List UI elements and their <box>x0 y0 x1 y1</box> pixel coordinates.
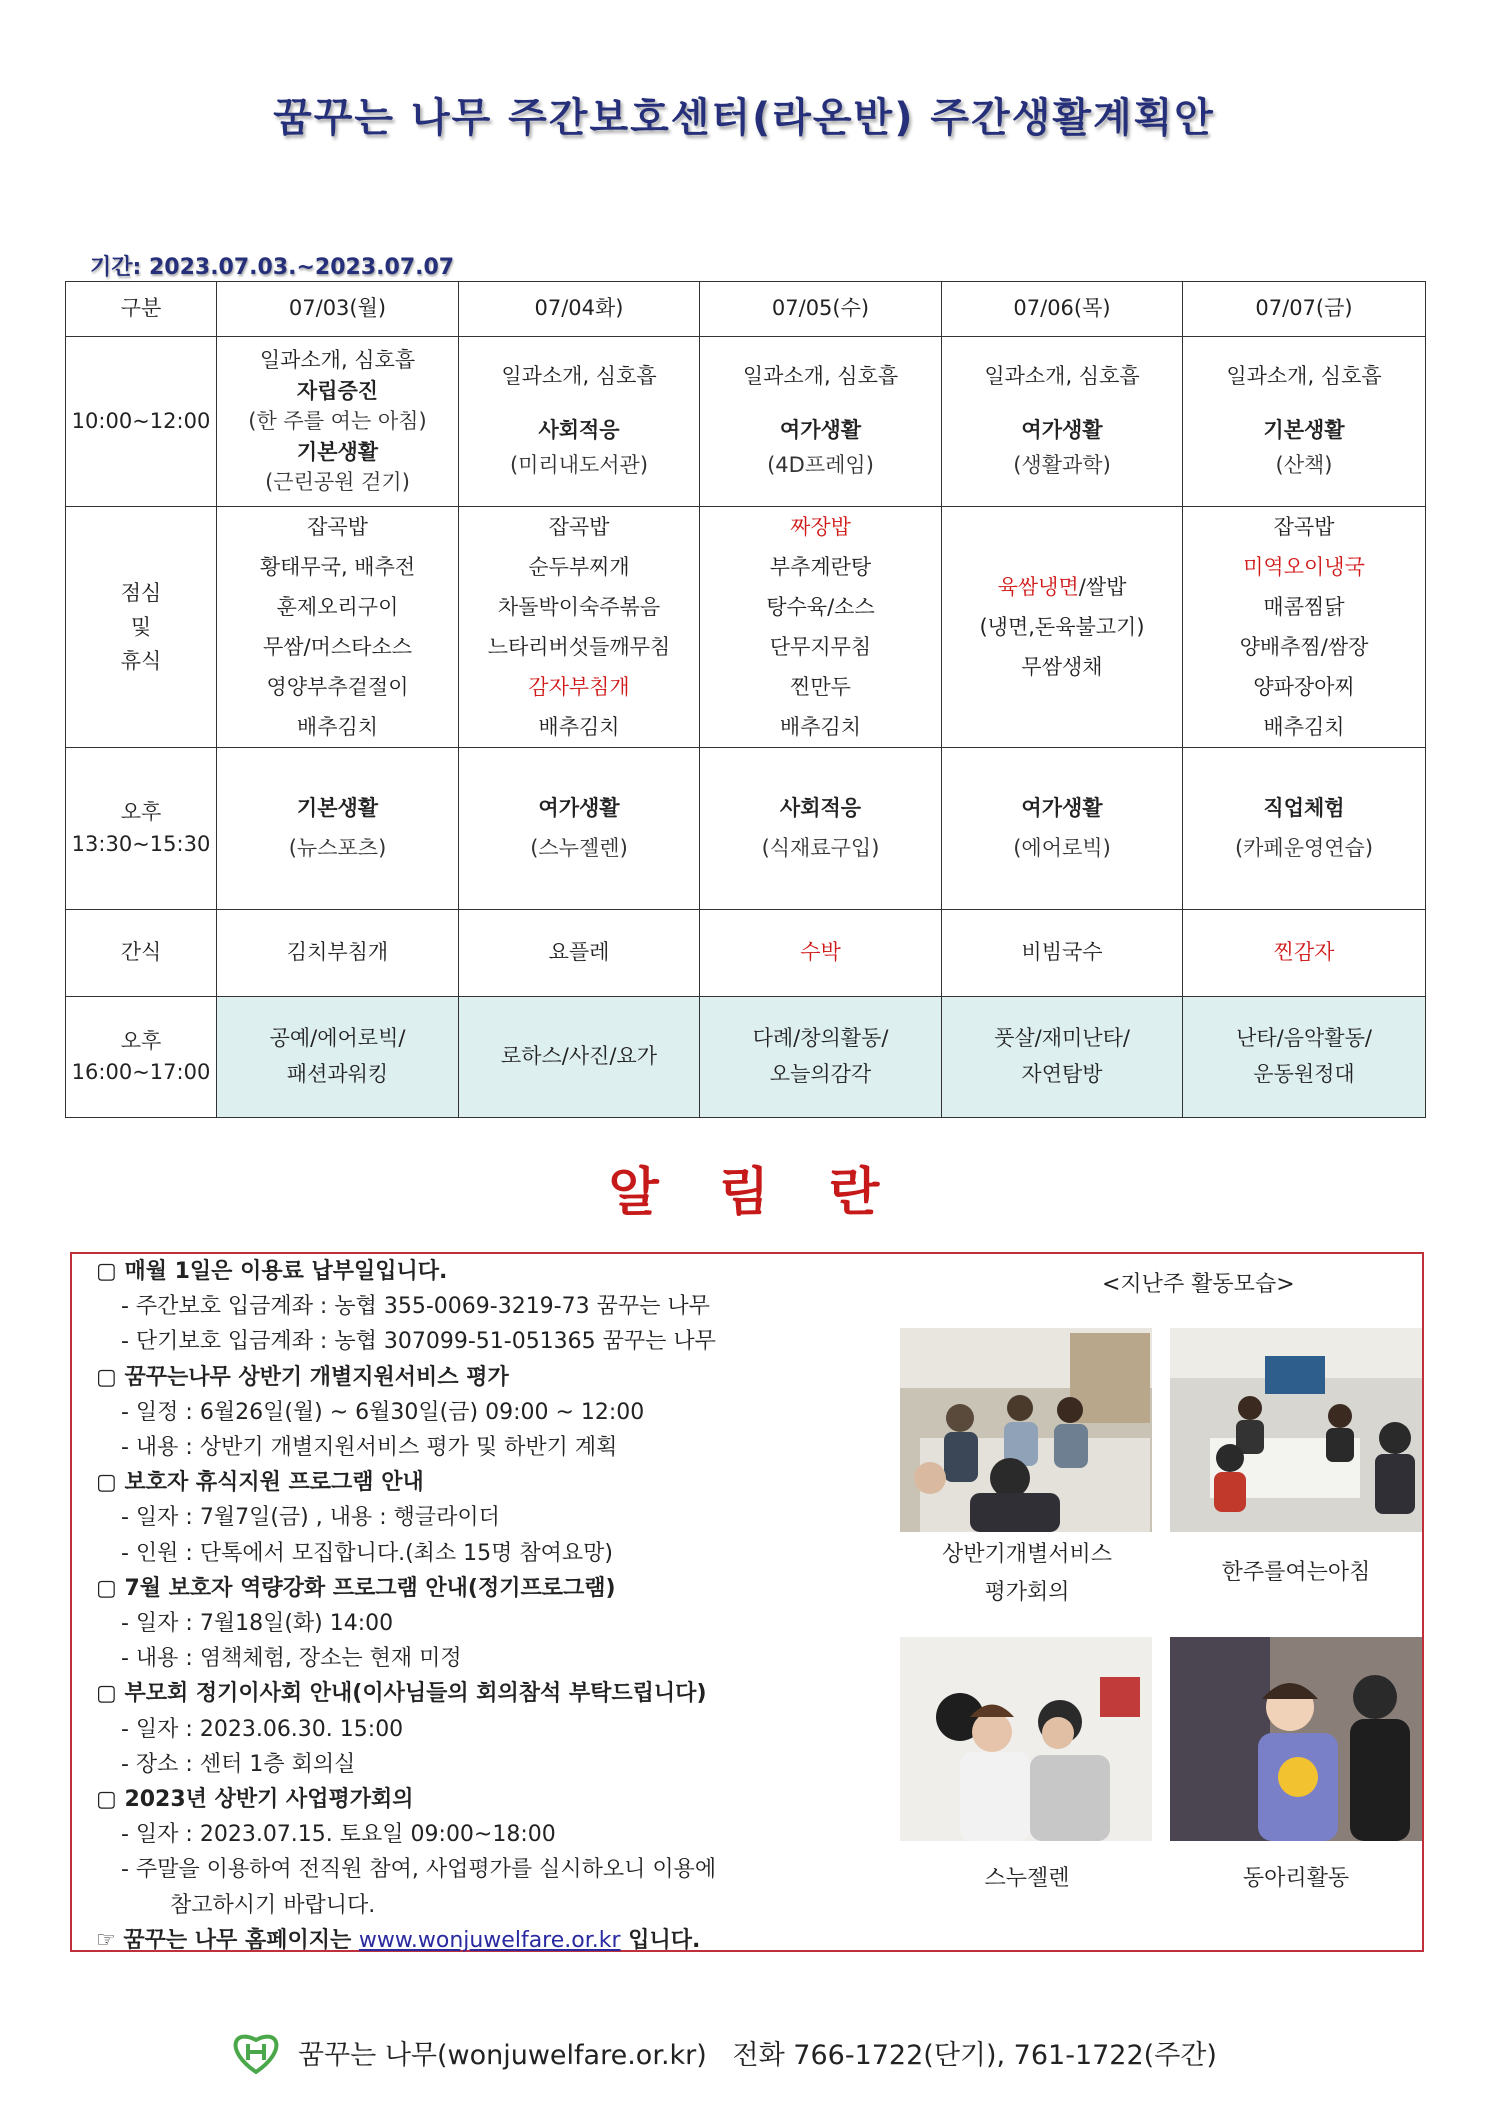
menu-item: 순두부찌개 <box>528 555 630 579</box>
afternoon-mon <box>217 748 459 910</box>
evening-row <box>66 997 1426 1118</box>
cell-line: 여가생활 <box>779 417 862 442</box>
menu-item: 배추김치 <box>538 715 620 739</box>
cell-line: 기본생활 <box>1263 417 1345 442</box>
notice-detail: - 일자 : 7월7일(금) , 내용 : 행글라이더 <box>121 1505 500 1531</box>
menu-item: 배추김치 <box>296 715 379 739</box>
cell-line: 자연탐방 <box>1021 1062 1103 1086</box>
header-thu: 07/06(목) <box>942 282 1183 337</box>
evening-wed <box>700 997 942 1118</box>
period-label: 기간: 2023.07.03.~2023.07.07 <box>90 255 455 280</box>
cell-line: 로하스/사진/요가 <box>500 1044 658 1069</box>
snack-row <box>66 910 1426 997</box>
cell-line: 사회적응 <box>538 417 620 442</box>
cell-line: 점심 <box>120 581 162 605</box>
cell-line: (스누젤렌) <box>530 835 628 860</box>
afternoon-fri <box>1183 748 1426 910</box>
cell-line: 및 <box>130 615 152 639</box>
menu-item: 차돌박이숙주볶음 <box>497 595 661 619</box>
snack-mon: 김치부침개 <box>217 910 459 997</box>
notice-detail: - 주말을 이용하여 전직원 참여, 사업평가를 실시하오니 이용에 <box>121 1857 717 1883</box>
photo-caption: 동아리활동 <box>1242 1866 1350 1891</box>
header-row <box>66 282 1426 337</box>
photo-caption: 스누젤렌 <box>984 1866 1070 1891</box>
menu-item: 영양부추겉절이 <box>266 675 409 699</box>
cell-line: 자립증진 <box>296 378 379 403</box>
cell-line: 기본생활 <box>296 439 379 464</box>
photos-title: <지난주 활동모습> <box>1102 1272 1295 1297</box>
cell-line: (한 주를 여는 아침) <box>248 409 427 434</box>
evening-tue <box>459 997 700 1118</box>
header-category: 구분 <box>66 282 217 337</box>
cell-line: 운동원정대 <box>1253 1062 1355 1086</box>
morning-label: 10:00~12:00 <box>66 337 217 507</box>
cell-line: (근린공원 걷기) <box>265 470 410 495</box>
menu-item: 부추계란탕 <box>769 555 872 579</box>
notice-heading: ▢ 2023년 상반기 사업평가회의 <box>96 1787 414 1813</box>
menu-item: 무쌈/머스타소스 <box>262 635 413 659</box>
cell-line: 일과소개, 심호흡 <box>259 348 416 373</box>
notice-detail: - 내용 : 염책체험, 장소는 현재 미정 <box>121 1646 462 1672</box>
homepage-link[interactable]: www.wonjuwelfare.or.kr <box>358 1927 621 1953</box>
cell-line: 여가생활 <box>1021 796 1103 820</box>
cell-line: (4D프레임) <box>767 453 874 478</box>
weekly-schedule-table <box>65 281 1426 1118</box>
menu-item: 짜장밥 <box>790 515 851 539</box>
footer <box>230 2030 1217 2074</box>
header-tue: 07/04화) <box>459 282 700 337</box>
lunch-wed <box>700 507 942 748</box>
meeting-photo <box>900 1328 1152 1532</box>
cell-line: 사회적응 <box>779 796 862 820</box>
menu-item-rest: /쌀밥 <box>1078 575 1127 599</box>
notice-heading: ▢ 보호자 휴식지원 프로그램 안내 <box>96 1470 424 1496</box>
morning-row <box>66 337 1426 507</box>
cell-line: 16:00~17:00 <box>71 1060 211 1084</box>
cell-line: 풋살/재미난타/ <box>994 1026 1130 1051</box>
morning-wed <box>700 337 942 507</box>
cell-line: 일과소개, 심호흡 <box>984 364 1140 389</box>
menu-item: 탕수육/소스 <box>766 595 875 619</box>
notice-detail: - 장소 : 센터 1층 회의실 <box>121 1751 356 1777</box>
notice-detail: - 주간보호 입금계좌 : 농협 355-0069-3219-73 꿈꾸는 나무 <box>121 1294 710 1320</box>
menu-item: 잡곡밥 <box>548 515 610 539</box>
snoezelen-photo <box>900 1637 1152 1841</box>
cell-line: (뉴스포츠) <box>288 835 387 860</box>
lunch-tue <box>459 507 700 748</box>
lunch-fri <box>1183 507 1426 748</box>
notice-list <box>96 1254 926 1958</box>
evening-thu <box>942 997 1183 1118</box>
lunch-thu <box>942 507 1183 748</box>
cell-line: (카페운영연습) <box>1234 835 1374 860</box>
page-title: 꿈꾸는 나무 주간보호센터(라온반) 주간생활계획안 <box>273 95 1215 141</box>
menu-item: 단무지무침 <box>769 635 872 659</box>
afternoon-thu <box>942 748 1183 910</box>
evening-label <box>66 997 217 1118</box>
snack-wed: 수박 <box>700 910 942 997</box>
cell-line: (식재료구입) <box>761 835 880 860</box>
notice-detail: - 단기보호 입금계좌 : 농협 307099-51-051365 꿈꾸는 나무 <box>121 1329 716 1355</box>
header-fri: 07/07(금) <box>1183 282 1426 337</box>
notice-box <box>70 1252 1424 1952</box>
lunch-mon <box>217 507 459 748</box>
menu-item: 매콤찜닭 <box>1263 595 1345 619</box>
morning-photo <box>1170 1328 1422 1532</box>
morning-mon <box>217 337 459 507</box>
afternoon-tue <box>459 748 700 910</box>
afternoon-wed <box>700 748 942 910</box>
menu-item: 잡곡밥 <box>1273 515 1335 539</box>
cell-line: (미리내도서관) <box>509 453 649 478</box>
cell-line: 일과소개, 심호흡 <box>742 364 899 389</box>
menu-item: 느타리버섯들깨무침 <box>487 635 671 659</box>
cell-line: 직업체험 <box>1263 796 1345 820</box>
evening-mon <box>217 997 459 1118</box>
notice-title: 알림란 <box>608 1163 940 1223</box>
caption-line: 상반기개별서비스 <box>941 1542 1113 1567</box>
notice-heading: ▢ 7월 보호자 역량강화 프로그램 안내(정기프로그램) <box>96 1575 616 1601</box>
notice-heading: ▢ 부모회 정기이사회 안내(이사님들의 회의참석 부탁드립니다) <box>96 1681 707 1707</box>
green-heart-logo-icon <box>230 2030 282 2074</box>
menu-item: 미역오이냉국 <box>1243 555 1365 579</box>
cell-line: 공예/에어로빅/ <box>269 1026 406 1051</box>
menu-item: 배추김치 <box>779 715 862 739</box>
header-mon: 07/03(월) <box>217 282 459 337</box>
afternoon-label <box>66 748 217 910</box>
menu-item: 찐만두 <box>790 675 851 699</box>
menu-item: 배추김치 <box>1263 715 1345 739</box>
cell-line: 오늘의감각 <box>769 1062 872 1086</box>
homepage-line <box>96 1923 926 1958</box>
snack-thu: 비빔국수 <box>942 910 1183 997</box>
snack-fri: 찐감자 <box>1183 910 1426 997</box>
photo-caption: 한주를여는아침 <box>1221 1560 1371 1585</box>
cell-line: 13:30~15:30 <box>71 831 211 856</box>
lunch-label <box>66 507 217 748</box>
cell-line: 휴식 <box>120 649 162 673</box>
menu-item <box>942 567 1182 607</box>
notice-detail: - 내용 : 상반기 개별지원서비스 평가 및 하반기 계획 <box>121 1435 618 1461</box>
snack-tue: 요플레 <box>459 910 700 997</box>
menu-item: 황태무국, 배추전 <box>259 555 416 579</box>
header-wed: 07/05(수) <box>700 282 942 337</box>
notice-detail: 참고하시기 바랍니다. <box>170 1892 376 1918</box>
menu-item-red: 육쌈냉면 <box>997 575 1079 599</box>
morning-thu <box>942 337 1183 507</box>
notice-detail: - 일정 : 6월26일(월) ~ 6월30일(금) 09:00 ~ 12:00 <box>121 1399 645 1425</box>
menu-item: 무쌈생채 <box>1021 655 1103 679</box>
menu-item: 훈제오리구이 <box>276 595 399 619</box>
notice-heading: ▢ 매월 1일은 이용료 납부일입니다. <box>96 1259 448 1284</box>
notice-detail: - 인원 : 단톡에서 모집합니다.(최소 15명 참여요망) <box>121 1540 614 1566</box>
photo-caption <box>897 1536 1157 1612</box>
cell-line: 일과소개, 심호흡 <box>1226 364 1382 389</box>
lunch-row <box>66 507 1426 748</box>
menu-item: 양배추찜/쌈장 <box>1239 635 1369 659</box>
cell-line: 일과소개, 심호흡 <box>501 364 657 389</box>
homepage-suffix: 입니다. <box>628 1927 701 1953</box>
cell-line: 여가생활 <box>1021 417 1103 442</box>
cell-line: 기본생활 <box>296 796 379 820</box>
cell-line: 다례/창의활동/ <box>752 1026 889 1051</box>
notice-detail: - 일자 : 2023.07.15. 토요일 09:00~18:00 <box>121 1822 556 1848</box>
cell-line: 오후 <box>120 800 162 824</box>
menu-item: 양파장아찌 <box>1253 675 1355 699</box>
notice-detail: - 일자 : 2023.06.30. 15:00 <box>121 1716 404 1742</box>
menu-item: 잡곡밥 <box>307 515 368 539</box>
morning-tue <box>459 337 700 507</box>
footer-text: 꿈꾸는 나무(wonjuwelfare.or.kr) 전화 766-1722(단기), 761-1722(주간) <box>298 2039 1217 2071</box>
cell-line: (생활과학) <box>1013 453 1111 478</box>
snack-label: 간식 <box>66 910 217 997</box>
cell-line: (산책) <box>1275 453 1333 478</box>
cell-line: 여가생활 <box>538 796 620 820</box>
evening-fri <box>1183 997 1426 1118</box>
notice-detail: - 일자 : 7월18일(화) 14:00 <box>121 1611 394 1637</box>
afternoon-row <box>66 748 1426 910</box>
morning-fri <box>1183 337 1426 507</box>
menu-item: 감자부침개 <box>528 675 630 699</box>
cell-line: 오후 <box>120 1028 162 1053</box>
cell-line: 패션과워킹 <box>286 1062 389 1086</box>
notice-heading: ▢ 꿈꾸는나무 상반기 개별지원서비스 평가 <box>96 1364 509 1390</box>
caption-line: 평가회의 <box>984 1580 1070 1605</box>
homepage-prefix: ☞ 꿈꾸는 나무 홈페이지는 <box>96 1927 352 1953</box>
cell-line: 난타/음악활동/ <box>1236 1026 1372 1051</box>
menu-item: (냉면,돈육불고기) <box>979 615 1145 639</box>
cell-line: (에어로빅) <box>1013 835 1111 860</box>
club-activity-photo <box>1170 1637 1422 1841</box>
